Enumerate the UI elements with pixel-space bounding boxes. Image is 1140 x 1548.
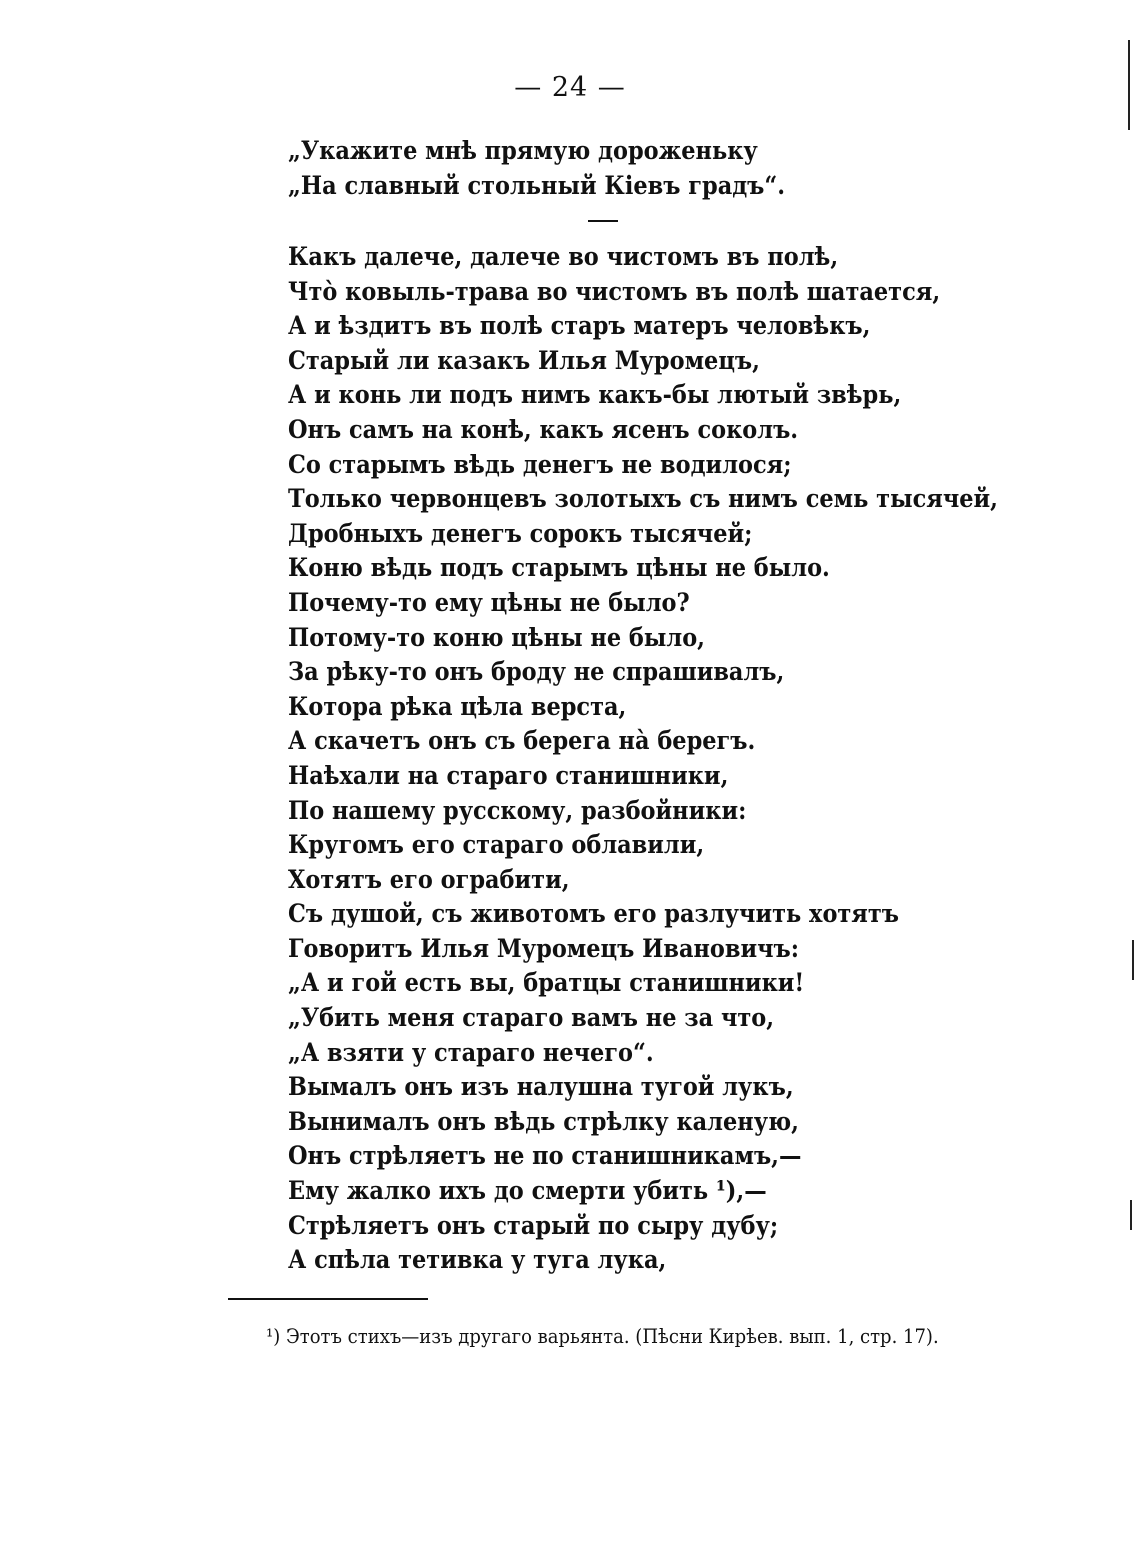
- page-number: — 24 —: [514, 72, 626, 103]
- poem-line: Что̀ ковыль-трава во чистомъ въ полѣ шатается,: [288, 276, 941, 307]
- poem-line: Говоритъ Илья Муромецъ Ивановичъ:: [288, 933, 800, 964]
- poem-line: А спѣла тетивка у туга лука,: [288, 1245, 667, 1276]
- poem-line: Наѣхали на стараго станишники,: [288, 760, 729, 791]
- poem-line: А скачетъ онъ съ берега на̀ берегъ.: [288, 726, 756, 757]
- poem-line: „Убить меня стараго вамъ не за что,: [288, 1003, 775, 1034]
- poem-line: Почему-то ему цѣны не было?: [288, 587, 690, 618]
- poem-main: [288, 240, 1068, 1278]
- scan-edge-mark: [1128, 40, 1130, 130]
- poem-line: Ему жалко ихъ до смерти убить ¹),—: [288, 1176, 767, 1207]
- poem-line: Вынималъ онъ вѣдь стрѣлку каленую,: [288, 1106, 799, 1137]
- poem-line: Стрѣляетъ онъ старый по сыру дубу;: [288, 1210, 779, 1241]
- poem-line: Съ душой, съ животомъ его разлучить хотятъ: [288, 899, 900, 930]
- poem-line: Хотятъ его ограбити,: [288, 864, 570, 895]
- poem-line: Коню вѣдь подъ старымъ цѣны не было.: [288, 553, 830, 584]
- poem-line: Вымалъ онъ изъ налушна тугой лукъ,: [288, 1072, 794, 1103]
- poem-line: Дробныхъ денегъ сорокъ тысячей;: [288, 518, 753, 549]
- poem-line: А и конь ли подъ нимъ какъ-бы лютый звѣрь,: [288, 380, 902, 411]
- poem-line: Котора рѣка цѣла верста,: [288, 691, 627, 722]
- poem-line: Старый ли казакъ Илья Муромецъ,: [288, 345, 760, 376]
- scan-edge-mark: [1132, 940, 1134, 980]
- poem-line: Какъ далече, далече во чистомъ въ полѣ,: [288, 242, 839, 272]
- section-divider: [588, 220, 618, 222]
- poem-line: Со старымъ вѣдь денегъ не водилося;: [288, 449, 792, 480]
- footnote: ¹) Этотъ стихъ—изъ другаго варьянта. (Пѣсни Кирѣев. вып. 1, стр. 17).: [266, 1324, 939, 1348]
- poem-opening: [288, 134, 1068, 203]
- poem-line: За рѣку-то онъ броду не спрашивалъ,: [288, 657, 785, 688]
- poem-line: „Укажите мнѣ прямую дороженьку: [288, 136, 758, 166]
- poem-line: Кругомъ его стараго облавили,: [288, 830, 705, 861]
- footnote-divider: [228, 1298, 428, 1300]
- poem-line: По нашему русскому, разбойники:: [288, 795, 747, 826]
- poem-line: Только червонцевъ золотыхъ съ нимъ семь тысячей,: [288, 484, 998, 515]
- poem-line: „На славный стольный Кіевъ градъ“.: [288, 170, 786, 201]
- poem-line: Онъ стрѣляетъ не по станишникамъ,—: [288, 1141, 802, 1172]
- poem-line: Потому-то коню цѣны не было,: [288, 622, 705, 653]
- poem-line: „А взяти у стараго нечего“.: [288, 1037, 654, 1068]
- scan-edge-mark: [1130, 1200, 1132, 1230]
- poem-line: А и ѣздитъ въ полѣ старъ матеръ человѣкъ,: [288, 311, 871, 342]
- poem-line: „А и гой есть вы, братцы станишники!: [288, 968, 805, 999]
- poem-line: Онъ самъ на конѣ, какъ ясенъ соколъ.: [288, 414, 799, 445]
